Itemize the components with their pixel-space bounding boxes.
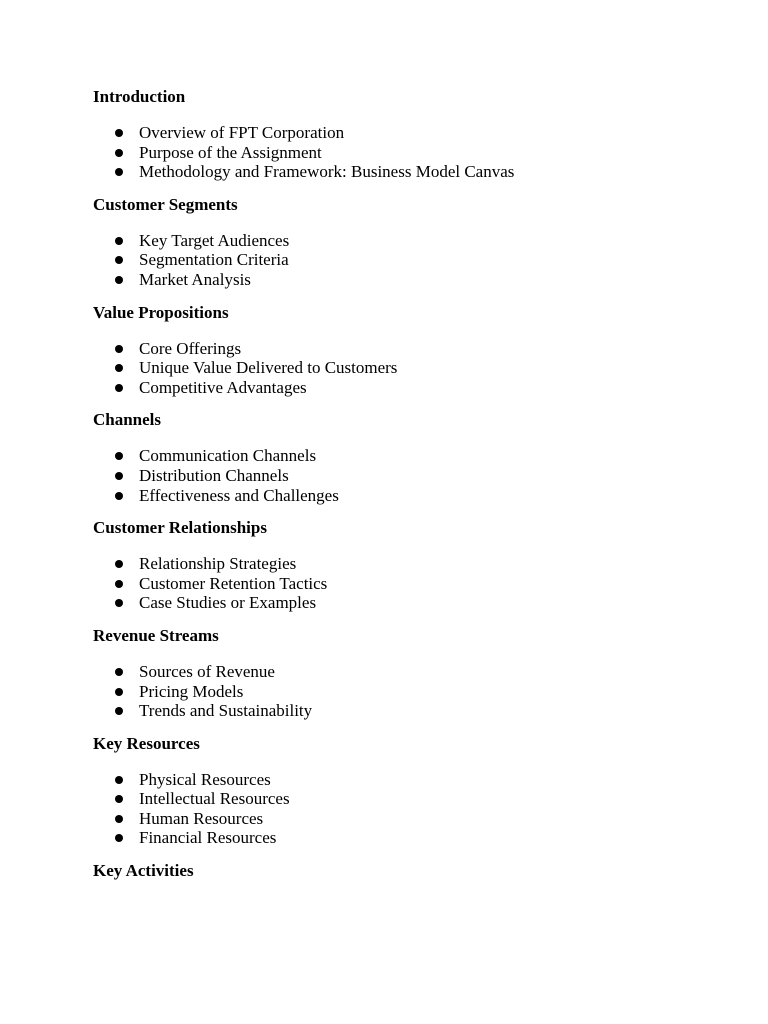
list-item-text: Trends and Sustainability xyxy=(139,701,313,721)
list-item xyxy=(93,574,733,594)
bullet-icon xyxy=(115,452,123,460)
list-item-text: Customer Retention Tactics xyxy=(139,573,328,593)
bullet-list xyxy=(93,339,733,398)
bullet-icon xyxy=(115,237,123,245)
list-item xyxy=(93,789,733,809)
bullet-icon xyxy=(115,834,123,842)
section-heading: Key Activities xyxy=(93,861,194,881)
section-key-activities xyxy=(93,860,733,882)
section-heading: Channels xyxy=(93,410,162,430)
bullet-icon xyxy=(115,149,123,157)
list-item xyxy=(93,809,733,829)
bullet-icon xyxy=(115,815,123,823)
list-item xyxy=(93,123,733,143)
bullet-icon xyxy=(115,256,123,264)
list-item xyxy=(93,358,733,378)
section-value-propositions xyxy=(93,302,733,398)
list-item xyxy=(93,270,733,290)
section-customer-segments xyxy=(93,194,733,290)
list-item-text: Relationship Strategies xyxy=(139,554,297,574)
bullet-list xyxy=(93,770,733,848)
bullet-list xyxy=(93,231,733,290)
bullet-list xyxy=(93,446,733,505)
list-item-text: Financial Resources xyxy=(139,828,277,848)
bullet-icon xyxy=(115,688,123,696)
list-item xyxy=(93,231,733,251)
list-item-text: Methodology and Framework: Business Model Canvas xyxy=(139,162,515,182)
bullet-icon xyxy=(115,776,123,784)
list-item xyxy=(93,770,733,790)
list-item xyxy=(93,162,733,182)
list-item xyxy=(93,486,733,506)
list-item xyxy=(93,701,733,721)
list-item xyxy=(93,250,733,270)
list-item xyxy=(93,554,733,574)
list-item xyxy=(93,593,733,613)
list-item-text: Overview of FPT Corporation xyxy=(139,123,345,142)
bullet-icon xyxy=(115,384,123,392)
list-item-text: Pricing Models xyxy=(139,681,244,701)
list-item-text: Market Analysis xyxy=(139,269,251,289)
list-item-text: Physical Resources xyxy=(139,769,271,789)
bullet-icon xyxy=(115,129,123,137)
list-item xyxy=(93,682,733,702)
list-item xyxy=(93,339,733,359)
list-item-text: Human Resources xyxy=(139,808,264,828)
section-revenue-streams xyxy=(93,625,733,721)
bullet-icon xyxy=(115,707,123,715)
list-item xyxy=(93,828,733,848)
list-item xyxy=(93,466,733,486)
list-item-text: Effectiveness and Challenges xyxy=(139,485,339,505)
list-item xyxy=(93,378,733,398)
bullet-icon xyxy=(115,580,123,588)
bullet-icon xyxy=(115,668,123,676)
section-heading: Value Propositions xyxy=(93,302,229,322)
bullet-icon xyxy=(115,345,123,353)
bullet-list xyxy=(93,123,733,182)
list-item-text: Case Studies or Examples xyxy=(139,593,317,613)
bullet-icon xyxy=(115,472,123,480)
bullet-list xyxy=(93,554,733,613)
section-key-resources xyxy=(93,733,733,848)
section-channels xyxy=(93,409,733,505)
section-heading: Customer Relationships xyxy=(93,518,267,538)
bullet-list xyxy=(93,662,733,721)
list-item-text: Competitive Advantages xyxy=(139,377,307,397)
list-item-text: Intellectual Resources xyxy=(139,789,290,809)
bullet-icon xyxy=(115,276,123,284)
bullet-icon xyxy=(115,168,123,176)
list-item xyxy=(93,662,733,682)
bullet-icon xyxy=(115,492,123,500)
section-heading: Customer Segments xyxy=(93,194,238,214)
bullet-icon xyxy=(115,364,123,372)
list-item xyxy=(93,143,733,163)
list-item-text: Distribution Channels xyxy=(139,465,289,485)
list-item-text: Segmentation Criteria xyxy=(139,250,289,270)
bullet-icon xyxy=(115,599,123,607)
section-introduction xyxy=(93,86,733,182)
list-item-text: Unique Value Delivered to Customers xyxy=(139,358,398,378)
list-item-text: Key Target Audiences xyxy=(139,230,290,250)
list-item-text: Purpose of the Assignment xyxy=(139,142,322,162)
list-item-text: Sources of Revenue xyxy=(139,661,275,681)
section-customer-relationships xyxy=(93,517,733,613)
list-item-text: Communication Channels xyxy=(139,446,317,466)
section-heading: Key Resources xyxy=(93,733,200,753)
bullet-icon xyxy=(115,795,123,803)
document-page xyxy=(93,86,733,897)
bullet-icon xyxy=(115,560,123,568)
list-item xyxy=(93,446,733,466)
section-heading: Revenue Streams xyxy=(93,625,219,645)
section-heading: Introduction xyxy=(93,87,186,106)
list-item-text: Core Offerings xyxy=(139,338,242,358)
